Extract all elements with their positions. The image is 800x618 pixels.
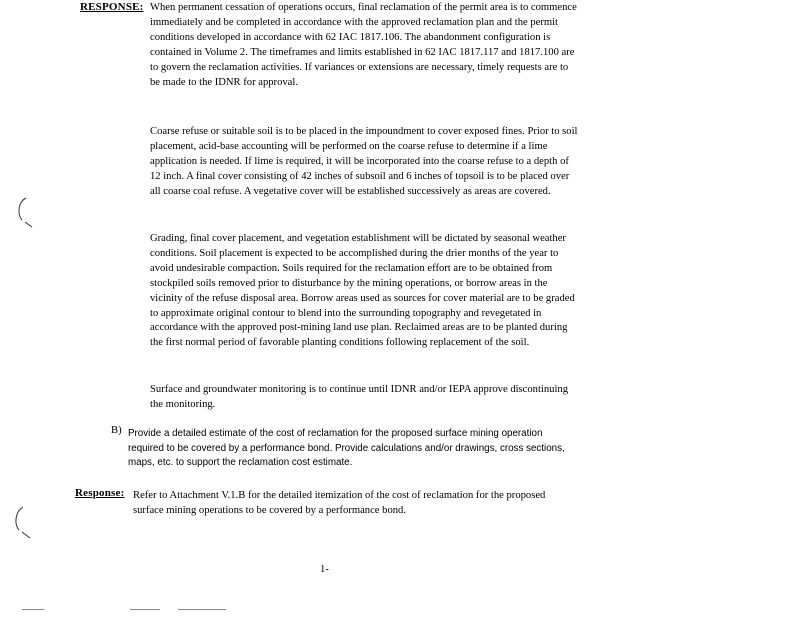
footer-scan-mark (178, 609, 226, 610)
response-label-2: Response: (75, 487, 125, 499)
response-paragraph-1: When permanent cessation of operations occurs, final reclamation of the permit area is to commence immediately and be completed in accordance with the approved reclamation plan and the permit conditions developed in accordance with 62 IAC 1817.106. The abandonment configuration is contained in Volume 2. The timeframes and limits established in 62 IAC 1817.117 and 1817.100 are to govern the reclamation activities. If variances or extensions are necessary, timely requests are to be made to the IDNR for approval. (150, 2, 577, 88)
item-b-request: Provide a detailed estimate of the cost of reclamation for the proposed surface mining operation required to be covered by a performance bond. Provide calculations and/or drawings, cross sections, maps, etc. to support the reclamation cost estimate. (128, 428, 565, 469)
item-b-marker: B) (111, 425, 122, 436)
binder-hole-mark-icon (14, 196, 38, 230)
footer-scan-mark (130, 609, 160, 610)
response-paragraph-4: Surface and groundwater monitoring is to continue until IDNR and/or IEPA approve discontinuing the monitoring. (150, 384, 568, 410)
footer-scan-mark (22, 609, 44, 610)
response-attachment-reference: Refer to Attachment V.1.B for the detailed itemization of the cost of reclamation for the proposed surface mining operations to be covered by a performance bond. (133, 490, 546, 516)
response-label: RESPONSE: (80, 1, 144, 13)
page-number: 1- (320, 564, 329, 575)
response-paragraph-2: Coarse refuse or suitable soil is to be placed in the impoundment to cover exposed fines. Prior to soil placement, acid-base accounting will be performed on the coarse refuse to determine if a lime application is needed. If lime is required, it will be incorporated into the coarse refuse to a depth of 12 inch. A final cover consisting of 42 inches of subsoil and 6 inches of topsoil is to be placed over all coarse coal refuse. A vegetative cover will be established successively as areas are covered. (150, 126, 578, 197)
response-paragraph-3: Grading, final cover placement, and vegetation establishment will be dictated by seasonal weather conditions. Soil placement is expected to be accomplished during the drier months of the year to avoid undesirable compaction. Soils required for the reclamation effort are to be obtained from stockpiled soils removed prior to disturbance by the mining operations, or borrow areas in the vicinity of the refuse disposal area. Borrow areas used as sources for cover material are to be graded to approximate original contour to blend into the surrounding topography and revegetated in accordance with the approved post-mining land use plan. Reclaimed areas are to be planted during the first normal period of favorable planting conditions following replacement of the soil. (150, 233, 575, 349)
binder-hole-mark-icon (10, 505, 36, 541)
